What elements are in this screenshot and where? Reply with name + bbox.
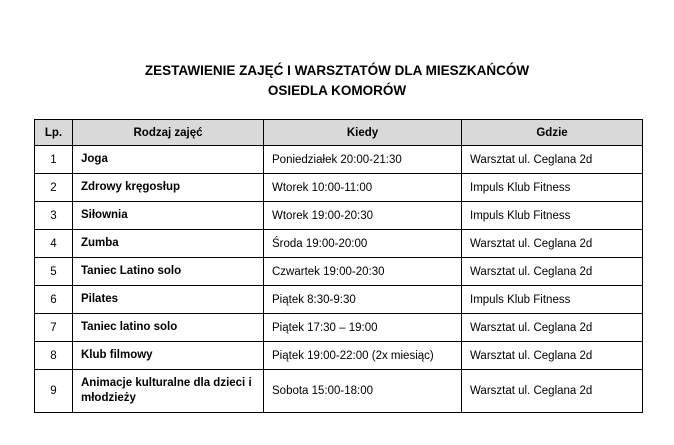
cell-lp: 8 — [35, 342, 73, 370]
cell-when: Piątek 17:30 – 19:00 — [264, 314, 462, 342]
table-row — [35, 146, 643, 174]
cell-when: Piątek 19:00-22:00 (2x miesiąc) — [264, 342, 462, 370]
cell-where: Impuls Klub Fitness — [462, 286, 643, 314]
table-row — [35, 286, 643, 314]
table-row — [35, 314, 643, 342]
cell-lp: 9 — [35, 370, 73, 413]
table-row — [35, 174, 643, 202]
cell-where: Warsztat ul. Ceglana 2d — [462, 258, 643, 286]
cell-type: Klub filmowy — [73, 342, 264, 370]
cell-lp: 5 — [35, 258, 73, 286]
cell-type: Zumba — [73, 230, 264, 258]
cell-where: Warsztat ul. Ceglana 2d — [462, 342, 643, 370]
cell-where: Warsztat ul. Ceglana 2d — [462, 230, 643, 258]
header-type: Rodzaj zajęć — [73, 120, 264, 146]
header-when: Kiedy — [264, 120, 462, 146]
cell-lp: 7 — [35, 314, 73, 342]
cell-when: Wtorek 10:00-11:00 — [264, 174, 462, 202]
cell-when: Piątek 8:30-9:30 — [264, 286, 462, 314]
cell-type: Animacje kulturalne dla dzieci i młodzieży — [73, 370, 264, 413]
cell-when: Wtorek 19:00-20:30 — [264, 202, 462, 230]
cell-type: Taniec latino solo — [73, 314, 264, 342]
cell-lp: 6 — [35, 286, 73, 314]
cell-type: Joga — [73, 146, 264, 174]
cell-type: Siłownia — [73, 202, 264, 230]
document-title-line-1: ZESTAWIENIE ZAJĘĆ I WARSZTATÓW DLA MIESZKAŃCÓW — [144, 63, 530, 78]
table-row — [35, 370, 643, 413]
table-row — [35, 258, 643, 286]
cell-where: Warsztat ul. Ceglana 2d — [462, 370, 643, 413]
table-row — [35, 202, 643, 230]
cell-type: Taniec Latino solo — [73, 258, 264, 286]
cell-lp: 3 — [35, 202, 73, 230]
cell-lp: 1 — [35, 146, 73, 174]
cell-type: Pilates — [73, 286, 264, 314]
header-lp: Lp. — [35, 120, 73, 146]
cell-where: Warsztat ul. Ceglana 2d — [462, 146, 643, 174]
table-row — [35, 342, 643, 370]
table-header-row — [35, 120, 643, 146]
cell-when: Środa 19:00-20:00 — [264, 230, 462, 258]
cell-where: Impuls Klub Fitness — [462, 202, 643, 230]
cell-when: Czwartek 19:00-20:30 — [264, 258, 462, 286]
schedule-table — [34, 119, 643, 413]
cell-lp: 4 — [35, 230, 73, 258]
cell-where: Warsztat ul. Ceglana 2d — [462, 314, 643, 342]
document-title-line-2: OSIEDLA KOMORÓW — [267, 83, 407, 98]
header-where: Gdzie — [462, 120, 643, 146]
table-row — [35, 230, 643, 258]
cell-when: Sobota 15:00-18:00 — [264, 370, 462, 413]
cell-where: Impuls Klub Fitness — [462, 174, 643, 202]
cell-lp: 2 — [35, 174, 73, 202]
cell-type: Zdrowy kręgosłup — [73, 174, 264, 202]
cell-when: Poniedziałek 20:00-21:30 — [264, 146, 462, 174]
